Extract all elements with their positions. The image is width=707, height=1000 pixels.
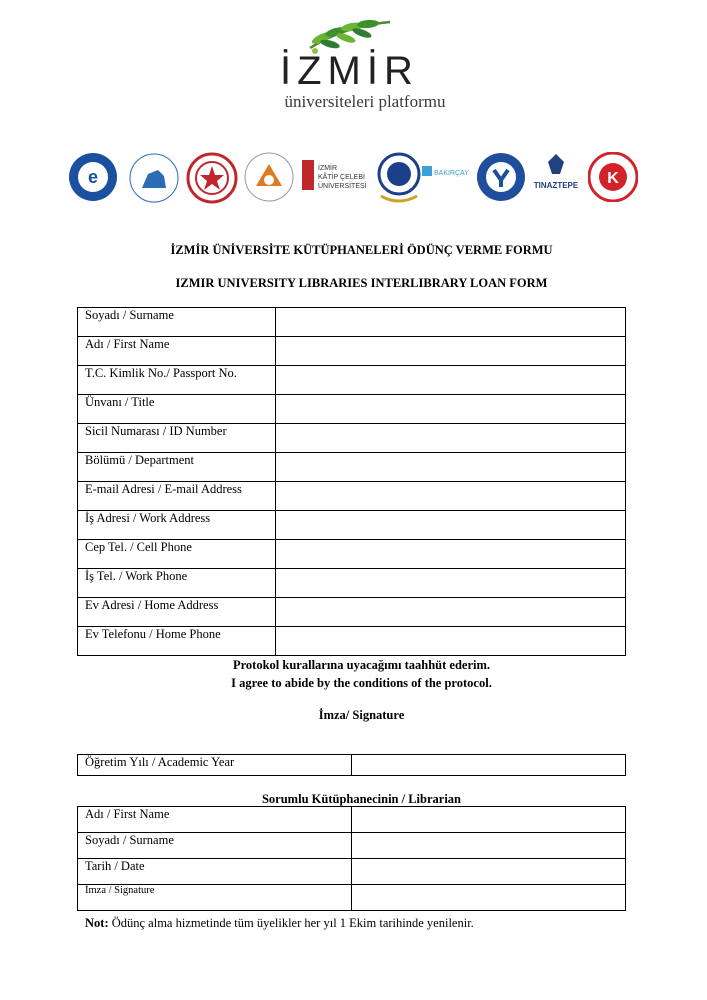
protocol-statement-en: I agree to abide by the conditions of the protocol. — [231, 676, 492, 690]
svg-text:ÜNİVERSİTESİ: ÜNİVERSİTESİ — [318, 183, 367, 190]
table-row — [78, 569, 626, 598]
signature-label: İmza/ Signature — [318, 708, 405, 722]
field-value[interactable] — [352, 807, 626, 833]
kavram-seal — [588, 152, 638, 202]
table-row — [78, 627, 626, 656]
field-label: İş Tel. / Work Phone — [78, 569, 276, 598]
svg-text:KÂTİP ÇELEBİ: KÂTİP ÇELEBİ — [318, 174, 365, 181]
izmir-demokrasi-seal — [373, 152, 425, 204]
field-label: Soyadı / Surname — [78, 308, 276, 337]
field-value[interactable] — [276, 424, 626, 453]
table-row — [78, 337, 626, 366]
note-text: Ödünç alma hizmetinde tüm üyelikler her yıl 1 Ekim tarihinde yenilenir. — [108, 916, 474, 930]
dokuz-eylul-seal — [128, 152, 180, 204]
field-value[interactable] — [276, 337, 626, 366]
table-row — [78, 366, 626, 395]
table-row — [78, 885, 626, 911]
table-row — [78, 755, 626, 776]
field-label: Adı / First Name — [78, 807, 352, 833]
field-label: Sicil Numarası / ID Number — [78, 424, 276, 453]
table-row — [78, 859, 626, 885]
table-row — [78, 807, 626, 833]
table-row — [78, 395, 626, 424]
personal-info-table — [77, 307, 626, 656]
academic-year-label: Öğretim Yılı / Academic Year — [78, 755, 352, 776]
field-label: T.C. Kimlik No./ Passport No. — [78, 366, 276, 395]
yasar-universitesi-seal — [476, 152, 526, 202]
field-value[interactable] — [352, 833, 626, 859]
field-value[interactable] — [276, 511, 626, 540]
field-value[interactable] — [276, 569, 626, 598]
field-value[interactable] — [352, 859, 626, 885]
field-label: Soyadı / Surname — [78, 833, 352, 859]
field-label: Adı / First Name — [78, 337, 276, 366]
tinaztepe-seal — [530, 152, 582, 204]
field-label: Bölümü / Department — [78, 453, 276, 482]
svg-text:İZMİR: İZMİR — [318, 165, 338, 172]
svg-text:BAKIRÇAY: BAKIRÇAY — [434, 170, 469, 177]
field-value[interactable] — [276, 308, 626, 337]
field-value[interactable] — [352, 885, 626, 911]
field-value[interactable] — [276, 482, 626, 511]
field-label: Tarih / Date — [78, 859, 352, 885]
table-row — [78, 540, 626, 569]
table-row — [78, 308, 626, 337]
izmir-ekonomi-seal — [244, 152, 294, 202]
renewal-note — [85, 916, 474, 931]
academic-year-field[interactable] — [352, 755, 626, 776]
logo-subtitle: üniversiteleri platformu — [284, 92, 446, 111]
table-row — [78, 833, 626, 859]
university-seals-row — [68, 152, 638, 208]
field-label: İş Adresi / Work Address — [78, 511, 276, 540]
field-label: İmza / Signature — [78, 885, 352, 911]
field-value[interactable] — [276, 395, 626, 424]
bakircay-seal — [420, 152, 472, 192]
field-label: Ünvanı / Title — [78, 395, 276, 424]
svg-text:e: e — [87, 167, 99, 187]
svg-text:K: K — [607, 170, 619, 187]
table-row — [78, 511, 626, 540]
table-row — [78, 598, 626, 627]
academic-year-table — [77, 754, 626, 776]
form-title-tr: İZMİR ÜNİVERSİTE KÜTÜPHANELERİ ÖDÜNÇ VERME FORMU — [170, 243, 553, 257]
librarian-table — [77, 806, 626, 911]
field-label: Ev Adresi / Home Address — [78, 598, 276, 627]
field-value[interactable] — [276, 453, 626, 482]
protocol-statement-tr: Protokol kurallarına uyacağımı taahhüt ederim. — [232, 658, 491, 672]
field-label: E-mail Adresi / E-mail Address — [78, 482, 276, 511]
table-row — [78, 424, 626, 453]
field-value[interactable] — [276, 366, 626, 395]
katip-celebi-seal-red — [186, 152, 238, 204]
field-label: Cep Tel. / Cell Phone — [78, 540, 276, 569]
librarian-heading: Sorumlu Kütüphanecinin / Librarian — [261, 792, 461, 806]
note-prefix: Not: — [85, 916, 109, 930]
svg-text:İZMİR: İZMİR — [280, 49, 419, 92]
ege-universitesi-seal — [68, 152, 118, 202]
field-value[interactable] — [276, 627, 626, 656]
table-row — [78, 482, 626, 511]
field-value[interactable] — [276, 540, 626, 569]
izmir-katip-celebi-seal — [300, 152, 370, 200]
svg-text:TINAZTEPE: TINAZTEPE — [533, 181, 579, 190]
field-value[interactable] — [276, 598, 626, 627]
izmir-platform-logo — [270, 18, 460, 118]
field-label: Ev Telefonu / Home Phone — [78, 627, 276, 656]
table-row — [78, 453, 626, 482]
form-title-en: IZMIR UNIVERSITY LIBRARIES INTERLIBRARY LOAN FORM — [175, 276, 548, 290]
